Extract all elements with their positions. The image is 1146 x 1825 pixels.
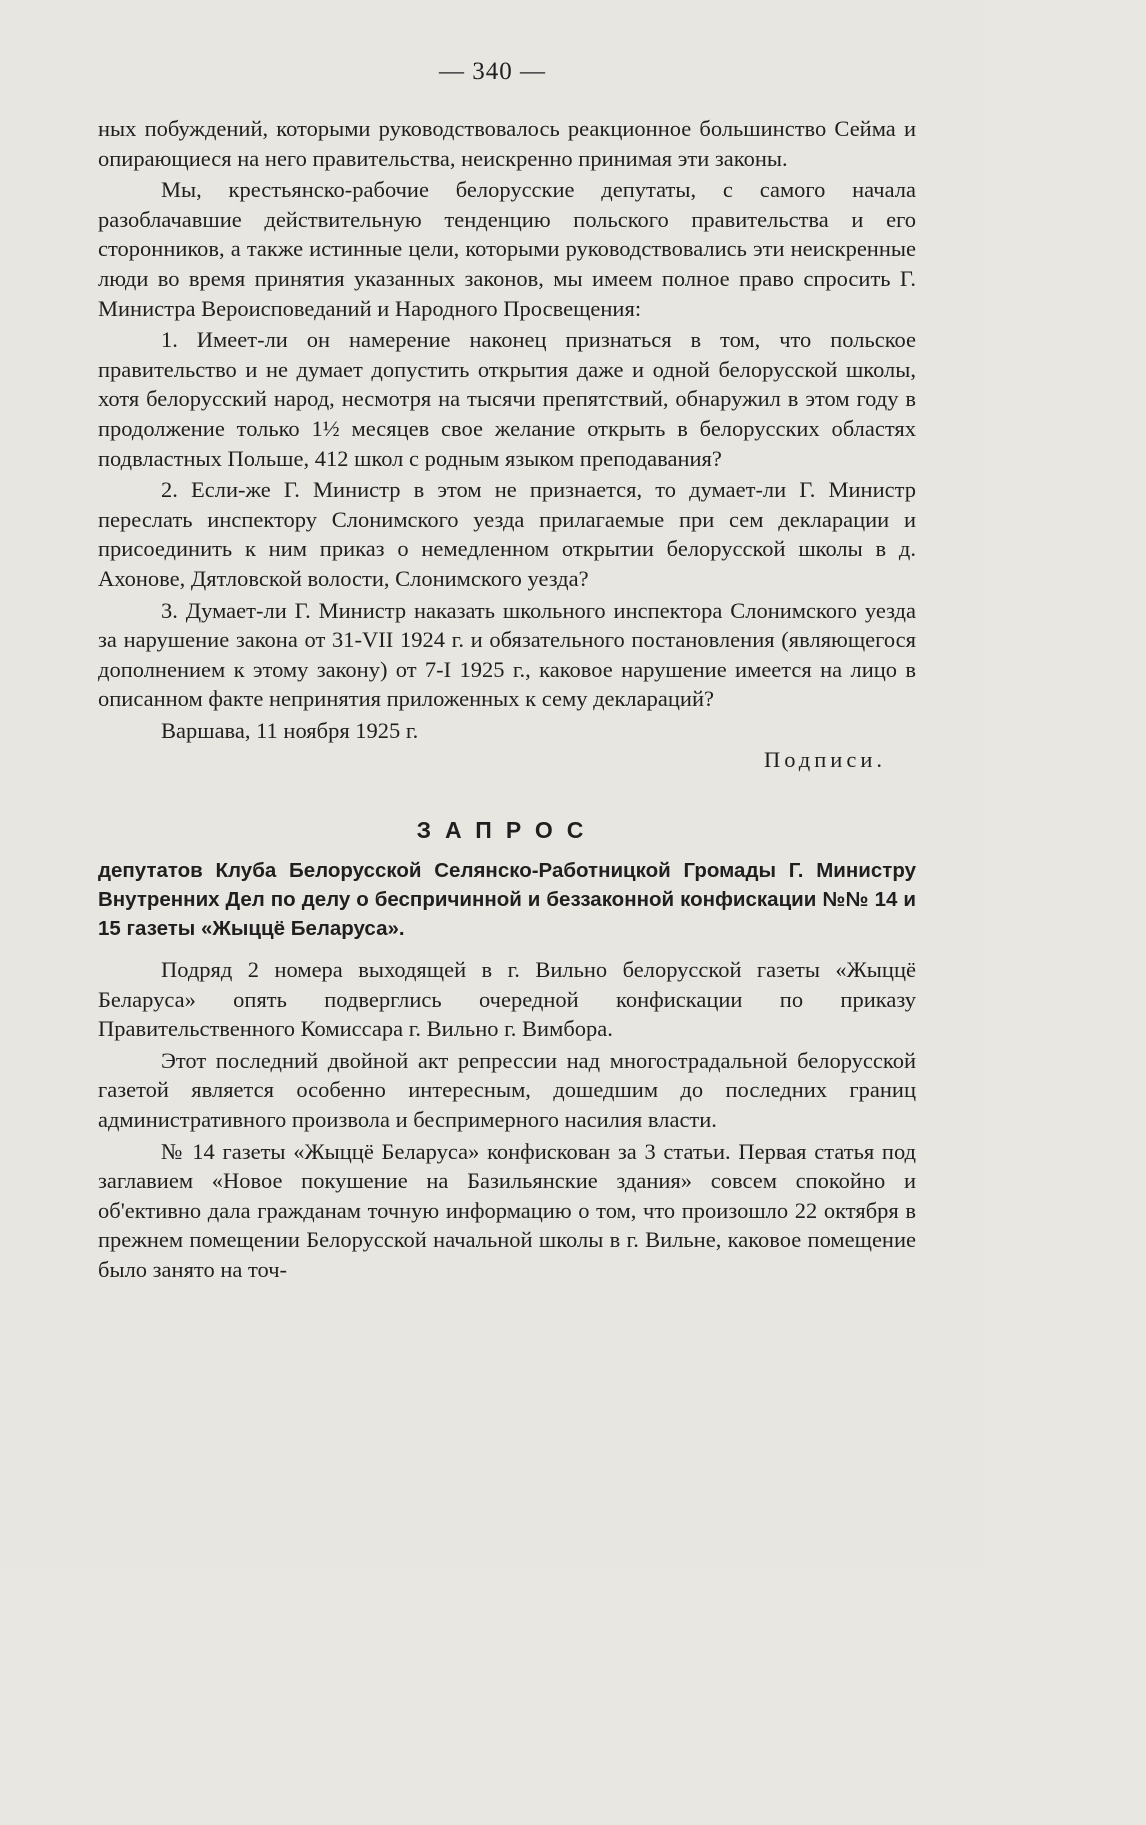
page-number: — 340 — [439,58,546,85]
inquiry-heading: ЗАПРОС [416,817,598,844]
inquiry-subtitle: депутатов Клуба Белорусской Селянско-Работницкой Громады Г. Министру Внутренних Дел по делу о беспричинной и беззаконной конфискации №№ 14 и 15 газеты «Жыццё Беларуса». [98,859,916,941]
page-body [98,114,916,1287]
signatures: Подписи. [763,747,886,773]
question-2: 2. Если-же Г. Министр в этом не признается, то думает-ли Г. Министр переслать инспектору Слонимского уезда прилагаемые при сем декларации и присоединить к ним приказ о немедленном открытии белорусской школы в д. Ахонове, Дятловской волости, Слонимского уезда? [98,477,916,591]
paragraph-continuation: ных побуждений, которыми руководствовалось реакционное большинство Сейма и опирающиеся на него правительства, неискренно принимая эти законы. [98,116,916,171]
dateline: Варшава, 11 ноября 1925 г. [161,717,419,743]
inquiry-paragraph-1: Подряд 2 номера выходящей в г. Вильно белорусской газеты «Жыццё Беларуса» опять подверглись очередной конфискации по приказу Правительственного Комиссара г. Вильно г. Вимбора. [98,957,916,1042]
paragraph-deputies-question: Мы, крестьянско-рабочие белорусские депутаты, с самого начала разоблачавшие действительную тенденцию польского правительства и его сторонников, а также истинные цели, которыми руководствовались эти неискренные люди во время принятия указанных законов, мы имеем полное право спросить Г. Министра Вероисповеданий и Народного Просвещения: [98,177,916,321]
inquiry-paragraph-3: № 14 газеты «Жыццё Беларуса» конфискован за 3 статьи. Первая статья под заглавием «Новое покушение на Базильянские здания» совсем спокойно и об'ективно дала гражданам точную информацию о том, что произошло 22 октября в прежнем помещении Белорусской начальной школы в г. Вильне, каковое помещение было занято на точ- [98,1138,916,1282]
question-1: 1. Имеет-ли он намерение наконец признаться в том, что польское правительство и не думает допустить открытия даже и одной белорусской школы, хотя белорусский народ, несмотря на тысячи препятствий, обнаружил в этом году в продолжение только 1½ месяцев свое желание открыть в белорусских областях подвластных Польше, 412 школ с родным языком преподавания? [98,327,916,471]
question-3: 3. Думает-ли Г. Министр наказать школьного инспектора Слонимского уезда за нарушение закона от 31-VII 1924 г. и обязательного постановления (являющегося дополнением к этому закону) от 7-I 1925 г., каковое нарушение имеется на лицо в описанном факте непринятия приложенных к сему деклараций? [98,597,916,712]
inquiry-paragraph-2: Этот последний двойной акт репрессии над многострадальной белорусской газетой является особенно интересным, дошедшим до последних границ административного произвола и беспримерного насилия власти. [98,1047,916,1133]
